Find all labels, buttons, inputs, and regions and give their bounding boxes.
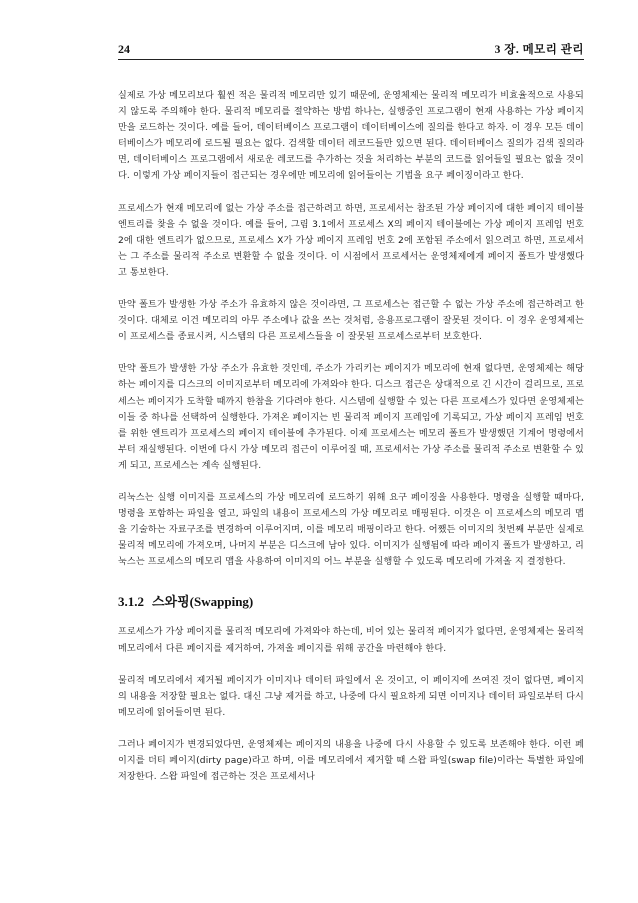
- section-title: 스와핑(Swapping): [152, 594, 254, 610]
- paragraph: 만약 폴트가 발생한 가상 주소가 유효하지 않은 것이라면, 그 프로세스는 접근할 수 없는 가상 주소에 접근하려고 한 것이다. 대체로 이건 메모리의 아무 주소에나 값을 쓰는 것처럼, 응용프로그램이 잘못된 것이다. 이 경우 운영체제는 이 프로세스를 종료시켜, 시스템의 다른 프로세스들을 이 잘못된 프로세스로부터 보호한다.: [118, 300, 584, 343]
- chapter-title: 3 장. 메모리 관리: [494, 44, 584, 56]
- paragraph: 물리적 메모리에서 제거될 페이지가 이미지나 데이터 파일에서 온 것이고, 이 페이지에 쓰여진 것이 없다면, 페이지의 내용을 저장할 필요는 없다. 대신 그냥 제거를 하고, 나중에 다시 필요하게 되면 이미지나 데이터 파일로부터 다시 메모리에 읽어들이면 된다.: [118, 675, 584, 718]
- paragraph: 프로세스가 현재 메모리에 없는 가상 주소를 접근하려고 하면, 프로세서는 참조된 가상 페이지에 대한 페이지 테이블 엔트리를 찾을 수 없을 것이다. 예를 들어, 그림 3.1에서 프로세스 X의 페이지 테이블에는 가상 페이지 프레임 번호 2에 대한 엔트리가 없으므로, 프로세스 X가 가상 페이지 프레임 번호 2에 포함된 주소에서 읽으려고 하면, 프로세서는 그 주소를 물리적 주소로 변환할 수 없을 것이다. 이 시점에서 프로세서는 운영체제에게 페이지 폴트가 발생했다고 통보한다.: [118, 203, 584, 278]
- paragraph: 프로세스가 가상 페이지를 물리적 메모리에 가져와야 하는데, 비어 있는 물리적 페이지가 없다면, 운영체제는 물리적 메모리에서 다른 페이지를 제거하여, 가져올 페이지를 위해 공간을 마련해야 한다.: [118, 627, 584, 654]
- page-number: 24: [118, 42, 130, 56]
- section-number: 3.1.2: [118, 594, 144, 610]
- section-heading: [118, 594, 584, 610]
- header-divider: [118, 59, 584, 60]
- paragraph: 만약 폴트가 발생한 가상 주소가 유효한 것인데, 주소가 가리키는 페이지가 메모리에 현재 없다면, 운영체제는 해당하는 페이지를 디스크의 이미지로부터 메모리에 가져와야 한다. 디스크 접근은 상대적으로 긴 시간이 걸리므로, 프로세스는 페이지가 도착할 때까지 한참을 기다려야 한다. 시스템에 실행할 수 있는 다른 프로세스가 있다면 운영체제는 이들 중 하나를 선택하여 실행한다. 가져온 페이지는 빈 물리적 페이지 프레임에 기록되고, 가상 페이지 프레임 번호를 위한 엔트리가 프로세스의 페이지 테이블에 추가된다. 이제 프로세스는 메모리 폴트가 발생했던 기계어 명령에서부터 재실행된다. 이번에 다시 가상 메모리 접근이 이루어질 때, 프로세서는 가상 주소를 물리적 주소로 변환할 수 있게 되고, 프로세스는 계속 실행된다.: [118, 364, 584, 471]
- paragraph: 리눅스는 실행 이미지를 프로세스의 가상 메모리에 로드하기 위해 요구 페이징을 사용한다. 명령을 실행할 때마다, 명령을 포함하는 파일을 열고, 파일의 내용이 프로세스의 가상 메모리로 매핑된다. 이것은 이 프로세스의 메모리 맵을 기술하는 자료구조를 변경하여 이루어지며, 이를 메모리 매핑이라고 한다. 어쨌든 이미지의 첫번째 부분만 실제로 물리적 메모리에 가져오며, 나머지 부분은 디스크에 남아 있다. 이미지가 실행됨에 따라 페이지 폴트가 발생하고, 리눅스는 프로세스의 메모리 맵을 사용하여 이미지의 어느 부분을 실행할 수 있도록 메모리에 가져올 지 결정한다.: [118, 492, 584, 568]
- paragraph: 그러나 페이지가 변경되었다면, 운영체제는 페이지의 내용을 나중에 다시 사용할 수 있도록 보존해야 한다. 이런 페이지를 더티 페이지(dirty page)라고 하며, 이를 메모리에서 제거할 때 스왑 파일(swap file)이라는 특별한 파일에 저장한다. 스왑 파일에 접근하는 것은 프로세서나: [118, 739, 584, 783]
- running-header: [118, 39, 584, 57]
- paragraph: 실제로 가상 메모리보다 훨씬 적은 물리적 메모리만 있기 때문에, 운영체제는 물리적 메모리가 비효율적으로 사용되지 않도록 주의해야 한다. 물리적 메모리를 절약하는 방법 하나는, 실행중인 프로그램이 현재 사용하는 가상 페이지만을 로드하는 것이다. 예를 들어, 데이터베이스 프로그램이 데이터베이스에 질의를 한다고 하자. 이 경우 모든 데이터베이스가 메모리에 로드될 필요는 없다. 검색할 데이터 레코드들만 있으면 된다. 데이터베이스 질의가 검색 질의라면, 데이터베이스 프로그램에서 새로운 레코드를 추가하는 것을 처리하는 부분의 코드를 읽어들일 필요는 없을 것이다. 이렇게 가상 페이지들이 접근되는 경우에만 메모리에 읽어들이는 기법을 요구 페이징이라고 한다.: [118, 91, 584, 182]
- body-text: [118, 88, 584, 801]
